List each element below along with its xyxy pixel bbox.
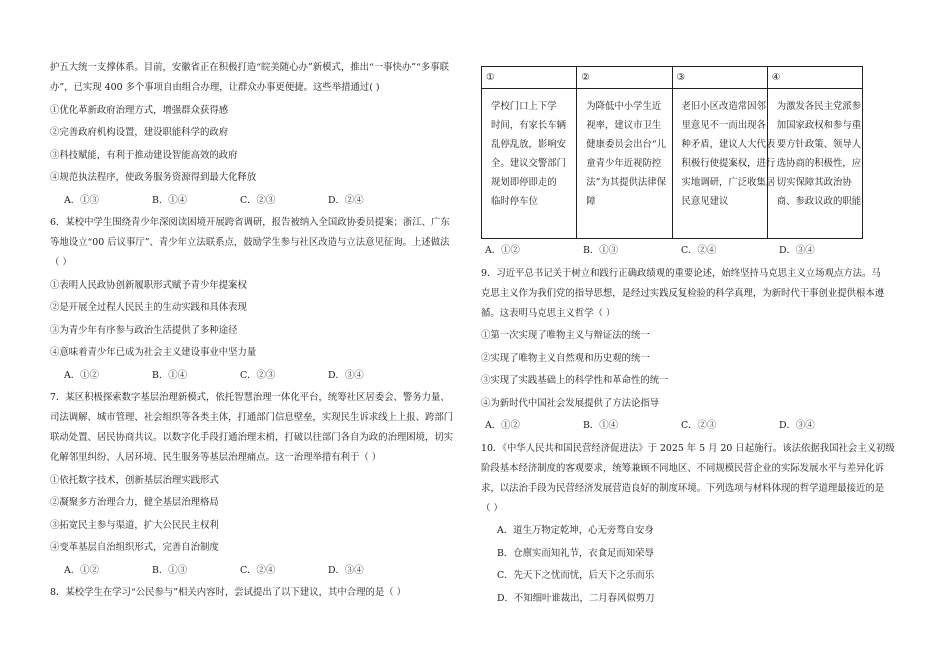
q7-item: ②凝聚多方治理合力，健全基层治理格局 (50, 497, 219, 508)
cell-line: 为降低中小学生近 (586, 101, 662, 112)
option-b[interactable]: B．①④ (152, 194, 188, 206)
q6-item: ④意味着青少年已成为社会主义建设事业中坚力量 (50, 347, 257, 358)
option-d[interactable]: D．③④ (779, 420, 815, 431)
q10-option-c[interactable]: C．先天下之忧而忧，后天下之乐而乐 (497, 570, 655, 581)
q5-item: ②完善政府机构设置，建设职能科学的政府 (50, 127, 229, 138)
q9-item: ②实现了唯物主义自然观和历史观的统一 (481, 352, 650, 364)
q6-text-line: 6．某校中学生围绕青少年深阅读困境开展跨省调研，报告被纳入全国政协委员提案；浙江、广东 (50, 217, 450, 228)
q5-text-line: 办”，已实现 400 多个事项自由组合办理，让群众办事更便捷。这些举措通过( ) (50, 82, 380, 93)
option-d[interactable]: D．③④ (779, 245, 815, 256)
q8-suggestion-table (481, 66, 863, 239)
cell-line: 加国家政权和参与重 (776, 120, 862, 131)
option-a[interactable]: A．①③ (64, 194, 99, 206)
q5-item: ④规范执法程序，使政务服务资源得到最大化释放 (50, 172, 257, 183)
cell-line: 选协商的积极性，应 (776, 158, 862, 169)
option-d[interactable]: D．③④ (328, 564, 364, 576)
table-cell (577, 89, 672, 239)
cell-line: 积极行使提案权，进行 (681, 158, 776, 169)
q7-options (50, 565, 468, 577)
cell-line: 切实保障其政治协 (776, 177, 852, 188)
right-column (481, 66, 900, 605)
option-b[interactable]: B．①③ (152, 564, 188, 576)
table-header-cell: ② (577, 67, 672, 89)
left-column (50, 62, 468, 599)
cell-line: 种矛盾，建议人大代表 (681, 139, 776, 150)
option-c[interactable]: C．②③ (240, 369, 276, 381)
cell-line: 障 (586, 196, 596, 207)
option-b[interactable]: B．①④ (583, 420, 619, 431)
q9-text-line: 循。这表明马克思主义哲学（ ） (481, 307, 616, 319)
q8-question: 8．某校学生在学习“公民参与”相关内容时，尝试提出了以下建议，其中合理的是（ ） (50, 587, 407, 598)
q10-text-line: 10．《中华人民共和国民营经济促进法》于 2025 年 5 月 20 日起施行。该法依据我国社会主义初级 (481, 442, 895, 454)
option-c[interactable]: C．②③ (240, 194, 276, 206)
cell-line: 民意见建议 (681, 196, 729, 207)
q5-item: ③科技赋能，有利于推动建设智能高效的政府 (50, 149, 238, 161)
cell-line: 实地调研，广泛收集居 (681, 177, 776, 188)
q6-options (50, 370, 468, 382)
cell-line: 要方针政策、领导人 (776, 139, 862, 150)
table-header-row (482, 67, 863, 89)
option-d[interactable]: D．②④ (328, 194, 364, 206)
q7-text-line: 7．某区积极探索数字基层治理新模式，依托智慧治理一体化平台，统筹社区居委会、警务力量、 (50, 392, 450, 403)
q7-item: ③拓宽民主参与渠道，扩大公民民主权利 (50, 519, 219, 531)
option-c[interactable]: C．②③ (681, 420, 717, 431)
q6-item: ①表明人民政协创新履职形式赋予青少年提案权 (50, 279, 247, 291)
table-cell (482, 89, 577, 239)
q5-item: ①优化革新政府治理方式，增强群众获得感 (50, 104, 229, 116)
cell-line: 老旧小区改造常因邻 (681, 101, 766, 112)
q7-item: ①依托数字技术，创新基层治理实践形式 (50, 474, 219, 486)
q10-text-line: 求，以法治手段为民营经济发展营造良好的制度环境。下列选项与材料体现的哲学道理最接近的是 (481, 482, 885, 494)
table-header-cell: ① (482, 67, 577, 89)
q10-option-a[interactable]: A．道生万物定乾坤，心无旁骛自安身 (497, 525, 654, 536)
q10-text-line: 阶段基本经济制度的客观要求，统筹兼顾不同地区、不同规模民营企业的实际发展水平与差异化诉 (481, 462, 885, 474)
q6-text-line: （ ） (50, 257, 72, 268)
cell-line: 为激发各民主党派参 (776, 101, 862, 112)
q10-option-b[interactable]: B．仓廪实而知礼节，衣食足而知荣辱 (497, 547, 654, 559)
option-a[interactable]: A．①② (485, 420, 520, 431)
table-header-cell: ④ (767, 67, 862, 89)
q6-text-line: 等地设立“00 后议事厅”、青少年立法联系点，鼓励学生参与社区改造与立法意见征询。上述做法 (50, 237, 450, 248)
option-a[interactable]: A．①② (64, 564, 99, 576)
option-a[interactable]: A．①② (64, 369, 99, 381)
table-cell (767, 89, 862, 239)
table-header-cell: ③ (672, 67, 767, 89)
q7-item: ④变革基层自治组织形式，完善自治制度 (50, 542, 219, 553)
table-body-row (482, 89, 863, 239)
q10-option-d[interactable]: D．不知细叶谁裁出，二月春风似剪刀 (497, 592, 655, 604)
cell-line: 全。建议交警部门 (491, 158, 567, 169)
option-d[interactable]: D．③④ (328, 369, 364, 381)
cell-line: 规划即停即走的 (491, 177, 557, 188)
q9-text-line: 9．习近平总书记关于树立和践行正确政绩观的重要论述，始终坚持马克思主义立场观点方法。马 (481, 267, 881, 279)
cell-line: 商、参政议政的职能 (776, 196, 862, 207)
cell-line: 临时停车位 (491, 196, 538, 207)
q5-text-line: 护五大统一支撑体系。目前，安徽省正在积极打造“皖美随心办”新模式，推出“一事快办”“多事联 (50, 62, 449, 73)
q9-item: ①第一次实现了唯物主义与辩证法的统一 (481, 330, 650, 341)
option-a[interactable]: A．①② (485, 245, 520, 256)
q9-options (481, 420, 900, 432)
option-b[interactable]: B．①③ (583, 245, 619, 256)
q7-text-line: 化解邻里纠纷、人居环境、民生服务等基层治理痛点。这一治理举措有利于（ ） (50, 452, 382, 463)
cell-line: 视率，建议市卫生 (586, 120, 662, 131)
table-cell (672, 89, 776, 239)
q9-item: ④为新时代中国社会发展提供了方法论指导 (481, 397, 660, 409)
q5-options (50, 195, 468, 207)
cell-line: 时间，有家长车辆 (491, 120, 567, 131)
cell-line: 法”为其提供法律保 (586, 177, 667, 188)
cell-line: 健康委员会出台“儿 (586, 139, 667, 150)
q10-text-line: （ ） (481, 502, 503, 514)
q6-item: ③为青少年有序参与政治生活提供了多种途径 (50, 324, 238, 336)
cell-line: 乱停乱放，影响安 (491, 139, 567, 150)
cell-line: 童青少年近视防控 (586, 158, 662, 169)
option-c[interactable]: C．②④ (240, 564, 276, 576)
q9-text-line: 克思主义作为我们党的指导思想，是经过实践反复检验的科学真理，为新时代干事创业提供根本遵 (481, 287, 885, 299)
q6-item: ②是开展全过程人民民主的生动实践和具体表现 (50, 302, 247, 313)
q8-options (481, 245, 900, 257)
cell-line: 学校门口上下学 (491, 101, 557, 112)
option-b[interactable]: B．①④ (152, 369, 188, 381)
q7-text-line: 联动处置、居民协商共议。以数字化手段打通治理末梢，打破以往部门各自为政的治理困境，切实 (50, 432, 454, 443)
cell-line: 里意见不一而出现各 (681, 120, 766, 131)
q7-text-line: 司法调解、城市管理、社会组织等各类主体，打通部门信息壁垒，实现民生诉求线上上报、跨部门 (50, 412, 454, 423)
option-c[interactable]: C．②④ (681, 245, 717, 256)
q9-item: ③实现了实践基础上的科学性和革命性的统一 (481, 375, 669, 386)
